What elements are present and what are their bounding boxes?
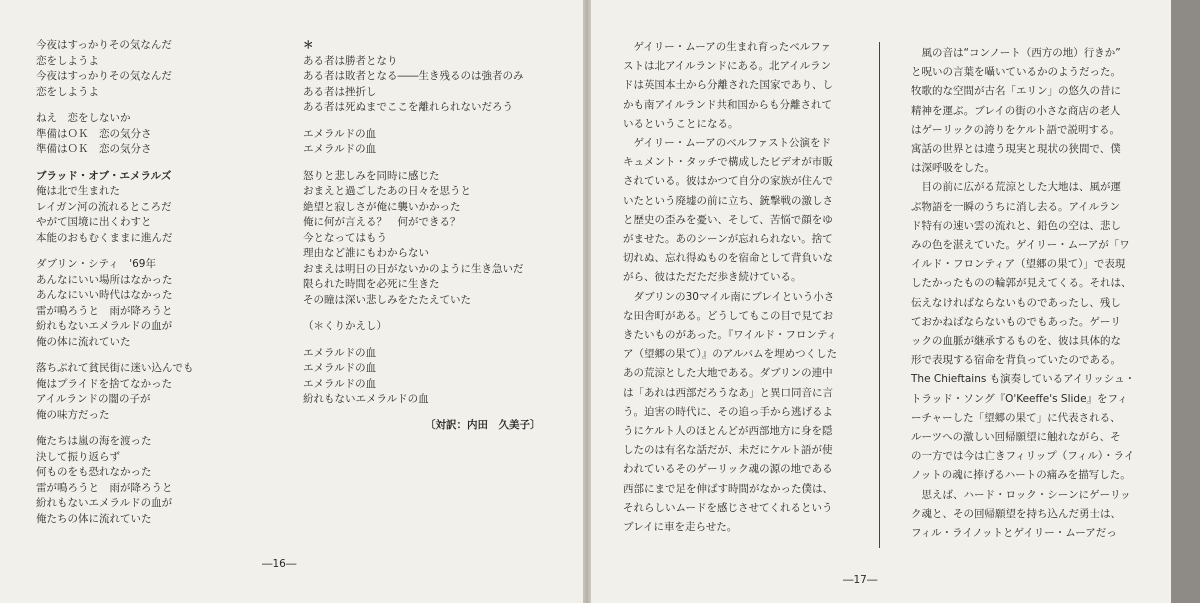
lyric-line: 雷が鳴ろうと 雨が降ろうと — [36, 481, 173, 494]
essay-line: みの色を湛えていた。ゲイリー・ムーアが「ワ — [911, 239, 1130, 252]
stanza-gap — [36, 423, 194, 434]
essay-line: キュメント・タッチで構成したビデオが市販 — [623, 156, 833, 169]
essay-line: 伝えなければならないものであったし、残し — [911, 296, 1121, 309]
lyric-line: 雷が鳴ろうと 雨が降ろうと — [36, 304, 173, 317]
essay-line: 牧歌的な空間が古名「エリン」の悠久の昔に — [911, 85, 1121, 98]
lyric-line: その瞳は深い悲しみをたたえていた — [303, 293, 471, 306]
lyric-line: エメラルドの血 — [303, 346, 377, 359]
essay-line: トラッド・ソング『O'Keeffe's Slide』をフィ — [911, 392, 1128, 405]
essay-line: がませた。あのシーンが忘れられない。捨て — [623, 233, 833, 246]
essay-line: ックの血脈が継承するものを、彼は具体的な — [911, 335, 1121, 348]
lyric-line: 本能のおもむくままに進んだ — [36, 231, 173, 244]
essay-line: 切れぬ、忘れ得ぬものを宿命として背負いな — [623, 252, 833, 265]
lyric-line: 紛れもないエメラルドの血が — [36, 497, 173, 509]
lyric-line: 準備はＯＫ 恋の気分さ — [36, 143, 152, 155]
book-gutter — [583, 0, 591, 603]
lyric-line: 俺はプライドを捨てなかった — [36, 377, 173, 390]
essay-line: きたいものがあった。『ワイルド・フロンティ — [623, 329, 837, 342]
lyric-line: 俺に何が言える？ 何ができる？ — [303, 216, 461, 228]
lyric-line: ある者は挫折し — [303, 85, 377, 98]
translator-credit: 〔対訳：内田 久美子〕 — [425, 419, 541, 431]
essay-line: ゲイリー・ムーアの生まれ育ったベルファ — [623, 41, 832, 53]
lyric-line: ダブリン・シティ '69年 — [36, 258, 156, 270]
essay-line: されている。彼はかつて自分の家族が住んで — [623, 175, 833, 188]
lyric-line: あんなにいい時代はなかった — [36, 289, 173, 301]
lyric-line: 今となってはもう — [303, 231, 387, 244]
lyric-line: 恋をしようよ — [36, 54, 99, 67]
essay-line: がら、彼はただただ歩き続けている。 — [623, 271, 802, 284]
essay-line: は「あれは西部だろうなあ」と異口同音に言 — [623, 386, 833, 399]
lyric-line: 紛れもないエメラルドの血 — [303, 393, 429, 405]
essay-line: ドは英国本土から分離された国家であり、し — [623, 79, 833, 92]
lyric-line: おまえと過ごしたあの日々を思うと — [303, 185, 471, 197]
essay-line: ア（望郷の果て）』のアルバムを埋めつくした — [623, 348, 838, 361]
stanza-gap — [303, 308, 524, 319]
essay-line: ストは北アイルランドにある。北アイルラン — [623, 60, 832, 73]
lyric-line: エメラルドの血 — [303, 143, 377, 155]
lyrics-column-1 — [36, 38, 194, 527]
essay-line: ルーツへの激しい回帰願望に触れながら、そ — [911, 431, 1121, 444]
lyric-line: 限られた時間を必死に生きた — [303, 278, 440, 290]
lyric-line: 俺の体に流れていた — [36, 335, 131, 348]
essay-line: 精神を運ぶ。ブレイの街の小さな商店の老人 — [911, 104, 1121, 117]
essay-line: 形で表現する宿命を背負っていたのである。 — [911, 354, 1121, 367]
essay-line: 目の前に広がる荒涼とした大地は、風が運 — [911, 181, 1121, 194]
lyric-line: 何ものをも恐れなかった — [36, 466, 152, 478]
lyric-line: 今夜はすっかりその気なんだ — [36, 70, 172, 82]
lyric-line: ブラッド・オブ・エメラルズ — [36, 169, 172, 182]
lyric-line: アイルランドの闇の子が — [36, 393, 151, 405]
lyric-line: 決して振り返らず — [36, 450, 120, 463]
essay-line: 寓話の世界とは違う現実と現状の狭間で、僕 — [911, 143, 1121, 156]
essay-line: いたという廃墟の前に立ち、銃撃戦の激しさ — [623, 194, 833, 207]
lyric-line: 今夜はすっかりその気なんだ — [36, 39, 172, 51]
essay-line: うにケルト人のほとんどが西部地方に身を隠 — [623, 425, 833, 438]
essay-line: したのは有名な話だが、未だにケルト語が使 — [623, 444, 833, 457]
lyric-line: やがて国境に出くわすと — [36, 216, 152, 228]
lyric-line: エメラルドの血 — [303, 362, 377, 374]
page-number-right: ―17― — [843, 574, 878, 586]
essay-line: いるということになる。 — [623, 117, 739, 130]
essay-column-1 — [623, 38, 837, 537]
essay-line: う。迫害の時代に、その追っ手から逃げるよ — [623, 405, 833, 418]
essay-line: ぶ物語を一瞬のうちに消し去る。アイルラン — [911, 200, 1121, 213]
essay-line: The Chieftains も演奏しているアイリッシュ・ — [911, 373, 1136, 386]
page-number-left: ―16― — [262, 558, 297, 570]
lyric-line: 絶望と寂しさが俺に襲いかかった — [303, 200, 461, 213]
essay-line: の一方では今は亡きフィリップ（フィル）・ライ — [911, 450, 1135, 463]
lyric-line: 恋をしようよ — [36, 85, 99, 98]
lyrics-column-2 — [303, 38, 524, 408]
lyric-line: 俺たちは嵐の海を渡った — [36, 435, 152, 447]
essay-line: 西部にまで足を伸ばす時間がなかった僕は、 — [623, 482, 833, 495]
essay-line: かも南アイルランド共和国からも分離されて — [623, 98, 833, 111]
outer-edge — [1171, 0, 1200, 603]
essay-line: はゲーリックの誇りをケルト語で説明する。 — [911, 123, 1121, 136]
essay-line: ダブリンの30マイル南にブレイという小さ — [623, 290, 835, 303]
lyric-line: 怒りと悲しみを同時に感じた — [303, 169, 440, 182]
lyric-line: 理由など誰にもわからない — [303, 247, 429, 259]
stanza-gap — [303, 158, 524, 169]
essay-line: フィル・ライノットとゲイリー・ムーアだっ — [911, 527, 1117, 540]
essay-line: ク魂と、その回帰願望を持ち込んだ勇士は、 — [911, 507, 1121, 520]
essay-line: は深呼吸をした。 — [911, 162, 995, 175]
lyric-line: 落ちぶれて貧民街に迷い込んでも — [36, 362, 194, 374]
essay-line: われているそのゲーリック魂の源の地である — [623, 463, 833, 476]
lyric-line: ある者は敗者となる――生き残るのは強者のみ — [303, 70, 524, 82]
essay-line: ド特有の速い雲の流れと、鉛色の空は、悲し — [911, 219, 1121, 232]
lyric-line: おまえは明日の日がないかのように生き急いだ — [303, 262, 524, 275]
essay-line: と呪いの言葉を囁いているかのようだった。 — [911, 66, 1121, 79]
stanza-gap — [303, 116, 524, 127]
essay-line: したかったものの輪郭が見えてくる。それは、 — [911, 277, 1132, 290]
essay-line: な田舎町がある。どうしてもこの目で見てお — [623, 309, 833, 322]
essay-line: それらしいムードを感じさせてくれるという — [623, 501, 833, 514]
stanza-gap — [36, 246, 194, 257]
essay-line: あの荒涼とした大地である。ダブリンの連中 — [623, 367, 833, 380]
lyric-line: あんなにいい場所はなかった — [36, 273, 173, 286]
lyric-line: 紛れもないエメラルドの血が — [36, 320, 173, 332]
column-divider — [879, 42, 880, 548]
essay-column-2 — [911, 44, 1135, 543]
lyric-line: ある者は死ぬまでここを離れられないだろう — [303, 101, 513, 113]
stanza-gap — [36, 100, 194, 111]
lyric-line: （＊くりかえし） — [303, 320, 387, 332]
stanza-gap — [36, 158, 194, 169]
right-page — [591, 0, 1171, 603]
lyric-line: レイガン河の流れるところだ — [36, 200, 172, 213]
essay-line: ノットの魂に捧げるハートの痛みを描写した。 — [911, 469, 1131, 482]
lyric-line: 俺は北で生まれた — [36, 185, 120, 197]
stanza-gap — [36, 350, 194, 361]
essay-line: ーチャーした「望郷の果て」に代表される、 — [911, 411, 1121, 424]
lyric-line: ＊ — [303, 39, 314, 51]
essay-line: 思えば、ハード・ロック・シーンにゲーリッ — [911, 488, 1131, 501]
lyric-line: ねえ 恋をしないか — [36, 112, 131, 124]
lyric-line: 俺の味方だった — [36, 408, 110, 421]
lyric-line: 準備はＯＫ 恋の気分さ — [36, 127, 152, 140]
essay-line: と歴史の歪みを憂い、そして、苦悩で顔をゆ — [623, 213, 833, 226]
lyric-line: 俺たちの体に流れていた — [36, 512, 152, 525]
lyric-line: エメラルドの血 — [303, 377, 377, 390]
essay-line: イルド・フロンティア（望郷の果て）」で表現 — [911, 258, 1126, 271]
essay-line: ブレイに車を走らせた。 — [623, 521, 738, 534]
essay-line: ゲイリー・ムーアのベルファスト公演をド — [623, 137, 832, 150]
essay-line: 風の音は“コンノート（西方の地）行きか” — [911, 47, 1121, 59]
essay-line: ておかねばならないものでもあった。ゲーリ — [911, 315, 1121, 328]
lyric-line: ある者は勝者となり — [303, 54, 398, 67]
stanza-gap — [303, 335, 524, 346]
lyric-line: エメラルドの血 — [303, 127, 377, 140]
left-page — [0, 0, 583, 603]
